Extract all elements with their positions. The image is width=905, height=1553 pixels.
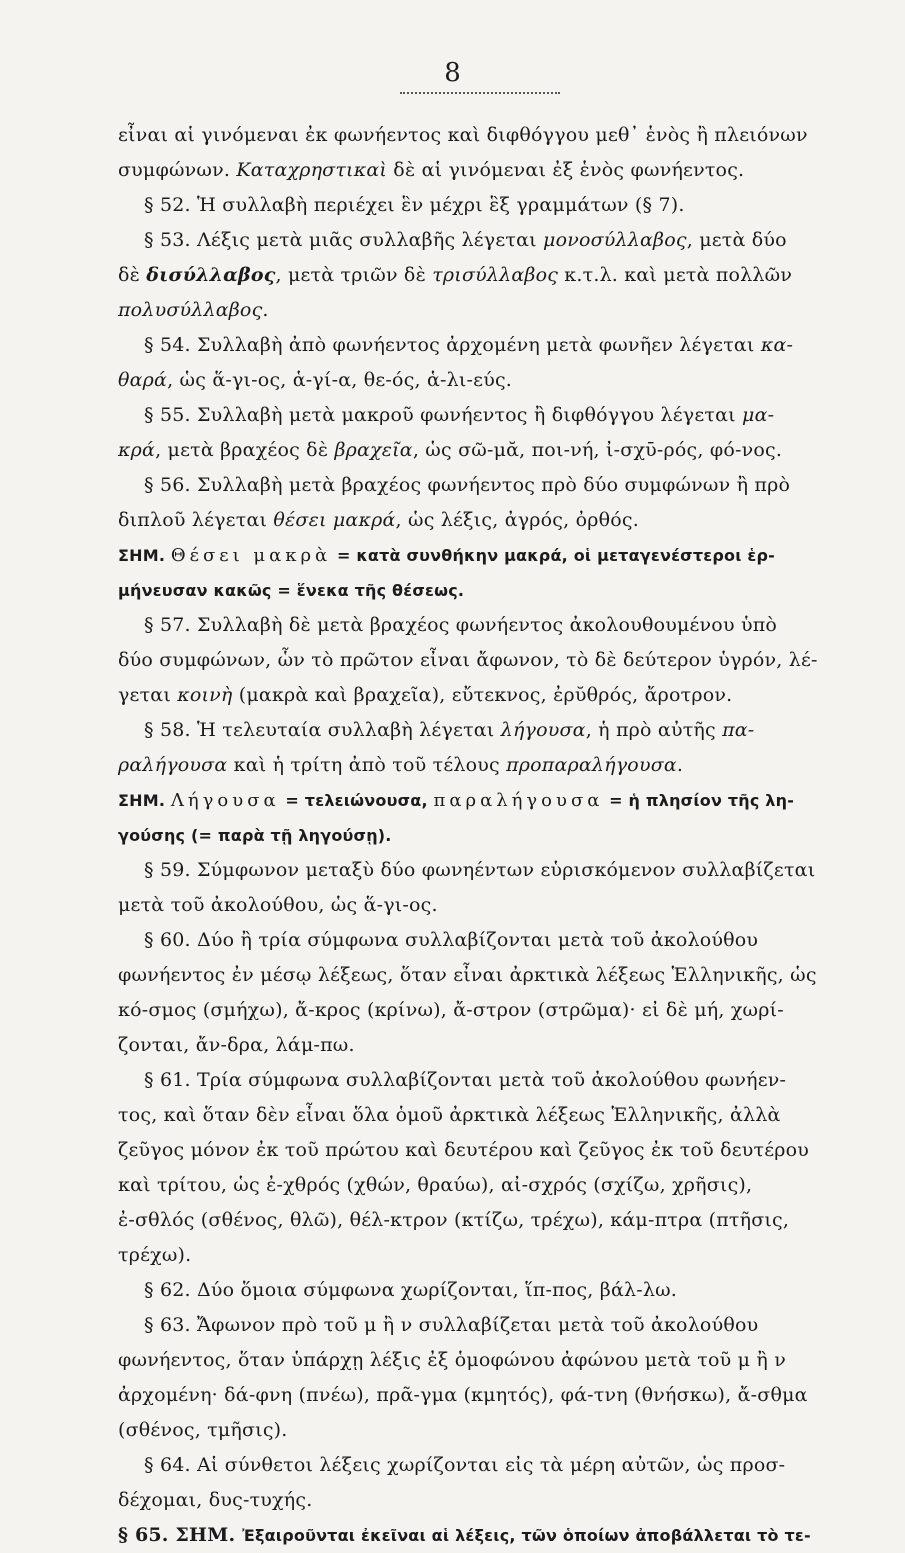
text-span: εἶναι αἱ γινόμεναι ἐκ φωνήεντος καὶ διφθόγγου μεθ᾿ ἑνὸς ἢ πλειόνων bbox=[118, 124, 808, 146]
text-line bbox=[118, 293, 858, 328]
text-span: . bbox=[676, 754, 684, 776]
section-line-62 bbox=[118, 1273, 858, 1308]
text-line bbox=[118, 1098, 858, 1133]
text-span: γεται bbox=[118, 684, 178, 706]
text-span: § 58. Ἡ τελευταία συλλαβὴ λέγεται bbox=[144, 719, 501, 741]
text-line bbox=[118, 1133, 858, 1168]
note-line bbox=[118, 783, 858, 818]
italic-term: κοινὴ bbox=[177, 684, 233, 706]
text-span: § 59. Σύμφωνον μεταξὺ δύο φωνηέντων εὑρισκόμενον συλλαβίζεται bbox=[144, 859, 816, 881]
text-span: § 64. Αἱ σύνθετοι λέξεις χωρίζονται εἰς τὰ μέρη αὐτῶν, ὡς προσ- bbox=[144, 1454, 786, 1476]
text-span: . bbox=[262, 299, 269, 321]
italic-term: προπαραλήγουσα bbox=[506, 754, 677, 776]
text-span: ζονται, ἄν-δρα, λάμ-πω. bbox=[118, 1034, 355, 1056]
italic-term: ραλήγουσα bbox=[118, 754, 228, 776]
italic-term: βραχεῖα bbox=[334, 439, 413, 461]
text-span: § 65. ΣΗΜ. bbox=[118, 1524, 243, 1546]
italic-term: πα- bbox=[722, 719, 755, 741]
text-line bbox=[118, 363, 858, 398]
text-span: = ἡ πλησίον τῆς λη- bbox=[603, 791, 795, 810]
text-span: § 61. Τρία σύμφωνα συλλαβίζονται μετὰ τοῦ ἀκολούθου φωνήεν- bbox=[144, 1069, 787, 1091]
text-span: § 62. Δύο ὅμοια σύμφωνα χωρίζονται, ἵπ-πος, βάλ-λω. bbox=[144, 1279, 678, 1301]
text-span: διπλοῦ λέγεται bbox=[118, 509, 274, 531]
text-span: ζεῦγος μόνον ἐκ τοῦ πρώτου καὶ δευτέρου καὶ ζεῦγος ἐκ τοῦ δευτέρου bbox=[118, 1139, 810, 1161]
text-line bbox=[118, 678, 858, 713]
section-line-57 bbox=[118, 608, 858, 643]
italic-term: κα- bbox=[760, 334, 794, 356]
text-span: , ἡ πρὸ αὐτῆς bbox=[585, 719, 723, 741]
section-line-63 bbox=[118, 1308, 858, 1343]
text-span: § 56. Συλλαβὴ μετὰ βραχέος φωνήεντος πρὸ δύο συμφώνων ἢ πρὸ bbox=[144, 474, 791, 496]
section-line-64 bbox=[118, 1448, 858, 1483]
text-span: = τελειώνουσα, bbox=[279, 791, 434, 810]
text-span: , ὡς σῶ-μᾰ, ποι-νή, ἰ-σχῡ-ρός, φό-νος. bbox=[412, 439, 783, 461]
text-span: = κατὰ συνθήκην μακρά, οἱ μεταγενέστεροι ἑρ- bbox=[331, 546, 776, 565]
text-line bbox=[118, 1378, 858, 1413]
note-text: Ἐξαιροῦνται ἐκεῖναι αἱ λέξεις, τῶν ὁποίων ἀποβάλλεται τὸ τε- bbox=[242, 1526, 811, 1545]
page-number: 8 bbox=[444, 58, 461, 88]
text-span: δὲ αἱ γινόμεναι ἐξ ἑνὸς φωνήεντος. bbox=[387, 159, 745, 181]
text-span: § 55. Συλλαβὴ μετὰ μακροῦ φωνήεντος ἢ διφθόγγου λέγεται bbox=[144, 404, 743, 426]
text-span: , ὡς λέξις, ἀγρός, ὀρθός. bbox=[395, 509, 639, 531]
text-line bbox=[118, 993, 858, 1028]
text-span: μετὰ τοῦ ἀκολούθου, ὡς ἅ-γι-ος. bbox=[118, 894, 438, 916]
text-span: καὶ ἡ τρίτη ἀπὸ τοῦ τέλους bbox=[227, 754, 507, 776]
text-span: § 53. Λέξις μετὰ μιᾶς συλλαβῆς λέγεται bbox=[144, 229, 544, 251]
text-span: φωνήεντος, ὅταν ὑπάρχῃ λέξις ἐξ ὁμοφώνου ἀφώνου μετὰ τοῦ μ ἢ ν bbox=[118, 1349, 787, 1371]
text-line bbox=[118, 958, 858, 993]
text-span: (σθένος, τμῆσις). bbox=[118, 1419, 288, 1441]
text-span: φωνήεντος ἐν μέσῳ λέξεως, ὅταν εἶναι ἀρκτικὰ λέξεως Ἑλληνικῆς, ὡς bbox=[118, 964, 817, 986]
italic-term: πολυσύλλαβος bbox=[118, 299, 263, 321]
text-span: ἐ-σθλός (σθένος, θλῶ), θέλ-κτρον (κτίζω, τρέχω), κάμ-πτρα (πτῆσις, bbox=[118, 1209, 790, 1231]
text-line bbox=[118, 1413, 858, 1448]
section-line-60 bbox=[118, 923, 858, 958]
italic-term: μονοσύλλαβος bbox=[543, 229, 687, 251]
text-line bbox=[118, 643, 858, 678]
text-span: , μετὰ τριῶν δὲ bbox=[275, 264, 433, 286]
text-span: ἀρχομένη· δά-φνη (πνέω), πρᾶ-γμα (κμητός), φά-τνη (θνήσκω), ἄ-σθμα bbox=[118, 1384, 808, 1406]
italic-term: κρά bbox=[118, 439, 156, 461]
text-span: , μετὰ βραχέος δὲ bbox=[155, 439, 335, 461]
italic-term: Καταχρηστικαὶ bbox=[236, 159, 388, 181]
text-span: , μετὰ δύο bbox=[686, 229, 787, 251]
text-line bbox=[118, 1168, 858, 1203]
text-span: § 63. Ἄφωνον πρὸ τοῦ μ ἢ ν συλλαβίζεται μετὰ τοῦ ἀκολούθου bbox=[144, 1314, 759, 1336]
section-line-65 bbox=[118, 1518, 858, 1553]
text-span: τος, καὶ ὅταν δὲν εἶναι ὅλα ὁμοῦ ἀρκτικὰ λέξεως Ἑλληνικῆς, ἀλλὰ bbox=[118, 1104, 781, 1126]
note-line bbox=[118, 818, 858, 853]
section-line-61 bbox=[118, 1063, 858, 1098]
text-span: καὶ τρίτου, ὡς ἐ-χθρός (χθών, θραύω), αἰ-σχρός (σχίζω, χρῆσις), bbox=[118, 1174, 753, 1196]
text-line bbox=[118, 1343, 858, 1378]
italic-term: δισύλλαβος bbox=[146, 264, 276, 286]
text-span: § 60. Δύο ἢ τρία σύμφωνα συλλαβίζονται μετὰ τοῦ ἀκολούθου bbox=[144, 929, 759, 951]
section-line-58 bbox=[118, 713, 858, 748]
section-line-55 bbox=[118, 398, 858, 433]
text-span: § 52. Ἡ συλλαβὴ περιέχει ἓν μέχρι ἓξ γραμμάτων (§ 7). bbox=[144, 194, 685, 216]
note-line bbox=[118, 538, 858, 573]
italic-term: τρισύλλαβος bbox=[432, 264, 559, 286]
text-span: κ.τ.λ. καὶ μετὰ πολλῶν bbox=[558, 264, 793, 286]
note-label: ΣΗΜ. bbox=[118, 791, 171, 810]
text-line bbox=[118, 748, 858, 783]
text-line bbox=[118, 503, 858, 538]
note-line bbox=[118, 573, 858, 608]
text-span: τρέχω). bbox=[118, 1244, 192, 1266]
text-line bbox=[118, 118, 858, 153]
text-line bbox=[118, 1238, 858, 1273]
italic-term: λήγουσα bbox=[500, 719, 586, 741]
text-line bbox=[118, 1028, 858, 1063]
section-line-56 bbox=[118, 468, 858, 503]
text-span: , ὡς ἅ-γι-ος, ἁ-γί-α, θε-ός, ἁ-λι-εύς. bbox=[167, 369, 513, 391]
text-span: συμφώνων. bbox=[118, 159, 237, 181]
text-span: δέχομαι, δυς-τυχής. bbox=[118, 1489, 313, 1511]
text-span: (μακρὰ καὶ βραχεῖα), εὔτεκνος, ἐρῠθρός, ἄροτρον. bbox=[232, 684, 733, 706]
italic-term: θέσει μακρά bbox=[273, 509, 396, 531]
italic-term: μα- bbox=[742, 404, 775, 426]
body-text bbox=[118, 118, 858, 1553]
text-line bbox=[118, 1203, 858, 1238]
header-ornament-rule bbox=[400, 92, 560, 94]
italic-term: θαρά bbox=[118, 369, 168, 391]
text-line bbox=[118, 1483, 858, 1518]
section-line-53 bbox=[118, 223, 858, 258]
spaced-term: παραλήγουσα bbox=[433, 790, 604, 811]
section-line-54 bbox=[118, 328, 858, 363]
text-span: κό-σμος (σμήχω), ἄ-κρος (κρίνω), ἄ-στρον (στρῶμα)· εἰ δὲ μή, χωρί- bbox=[118, 999, 784, 1021]
text-span: § 57. Συλλαβὴ δὲ μετὰ βραχέος φωνήεντος ἀκολουθουμένου ὑπὸ bbox=[144, 614, 778, 636]
spaced-term: Λήγουσα bbox=[170, 790, 280, 811]
text-span: δὲ bbox=[118, 264, 147, 286]
note-label: ΣΗΜ. bbox=[118, 546, 171, 565]
spaced-term: Θέσει μακρὰ bbox=[170, 545, 332, 566]
text-span: γούσης (= παρὰ τῇ ληγούσῃ). bbox=[118, 826, 392, 845]
text-line bbox=[118, 433, 858, 468]
text-line bbox=[118, 258, 858, 293]
section-line-52 bbox=[118, 188, 858, 223]
text-line bbox=[118, 153, 858, 188]
text-span: δύο συμφώνων, ὧν τὸ πρῶτον εἶναι ἄφωνον, τὸ δὲ δεύτερον ὑγρόν, λέ- bbox=[118, 649, 818, 671]
text-span: μήνευσαν κακῶς = ἕνεκα τῆς θέσεως. bbox=[118, 581, 465, 600]
text-line bbox=[118, 888, 858, 923]
text-span: § 54. Συλλαβὴ ἀπὸ φωνήεντος ἀρχομένη μετὰ φωνῆεν λέγεται bbox=[144, 334, 761, 356]
section-line-59 bbox=[118, 853, 858, 888]
